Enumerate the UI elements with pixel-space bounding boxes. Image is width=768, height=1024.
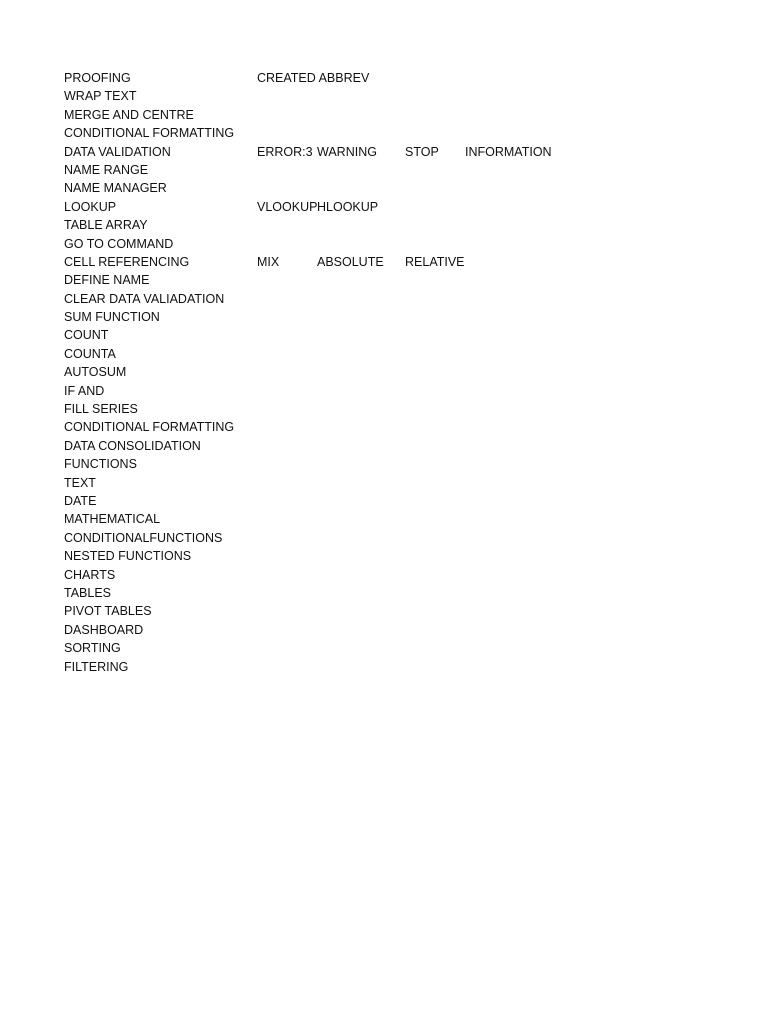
topic-cell: FUNCTIONS: [64, 457, 137, 472]
topic-cell: GO TO COMMAND: [64, 236, 174, 251]
table-row: [64, 418, 744, 436]
topic-cell: DATE: [64, 493, 97, 508]
topic-cell: TABLES: [64, 585, 112, 600]
detail-cell: WARNING: [317, 144, 377, 159]
topic-cell: COUNT: [64, 328, 109, 343]
table-row: [64, 326, 744, 344]
table-row: [64, 455, 744, 473]
topic-cell: DASHBOARD: [64, 622, 144, 637]
detail-cell: VLOOKUP: [257, 199, 318, 214]
topic-cell: MATHEMATICAL: [64, 512, 161, 527]
topic-cell: SORTING: [64, 641, 121, 656]
table-row: [64, 124, 744, 142]
topic-cell: CHARTS: [64, 567, 116, 582]
table-row: [64, 474, 744, 492]
table-row: [64, 492, 744, 510]
topic-cell: MERGE AND CENTRE: [64, 107, 194, 122]
detail-cell: MIX: [257, 254, 280, 269]
table-row: [64, 529, 744, 547]
table-row: [64, 290, 744, 308]
table-row: [64, 621, 744, 639]
table-row: [64, 584, 744, 602]
detail-cell: CREATED ABBREV: [257, 71, 370, 85]
topic-cell: AUTOSUM: [64, 365, 127, 380]
table-row: [64, 566, 744, 584]
table-row: [64, 87, 744, 105]
topic-cell: CONDITIONAL FORMATTING: [64, 420, 235, 435]
table-row: [64, 179, 744, 197]
topic-cell: PIVOT TABLES: [64, 604, 152, 619]
topic-cell: NESTED FUNCTIONS: [64, 549, 192, 564]
table-row: [64, 602, 744, 620]
table-row: [64, 271, 744, 289]
topic-cell: DATA CONSOLIDATION: [64, 438, 201, 453]
topic-list: [64, 69, 744, 676]
topic-cell: LOOKUP: [64, 199, 117, 214]
detail-cell: ERROR:3: [257, 144, 313, 159]
table-row: [64, 69, 744, 87]
topic-cell: TABLE ARRAY: [64, 218, 148, 233]
topic-cell: COUNTA: [64, 346, 116, 361]
table-row: [64, 639, 744, 657]
topic-cell: NAME RANGE: [64, 162, 149, 177]
table-row: [64, 308, 744, 326]
topic-cell: CELL REFERENCING: [64, 254, 190, 269]
topic-cell: CONDITIONAL FORMATTING: [64, 126, 235, 141]
topic-cell: FILTERING: [64, 659, 129, 674]
detail-cell: RELATIVE: [405, 254, 465, 269]
topic-cell: DATA VALIDATION: [64, 144, 171, 159]
topic-cell: PROOFING: [64, 71, 131, 85]
topic-cell: CLEAR DATA VALIADATION: [64, 291, 225, 306]
table-row: [64, 106, 744, 124]
topic-cell: IF AND: [64, 383, 105, 398]
table-row: [64, 143, 744, 161]
table-row: [64, 510, 744, 528]
topic-cell: CONDITIONALFUNCTIONS: [64, 530, 223, 545]
topic-cell: DEFINE NAME: [64, 273, 150, 288]
topic-cell: WRAP TEXT: [64, 89, 137, 104]
topic-cell: TEXT: [64, 475, 96, 490]
detail-cell: HLOOKUP: [317, 199, 379, 214]
detail-cell: STOP: [405, 144, 439, 159]
topic-cell: FILL SERIES: [64, 402, 138, 417]
table-row: [64, 216, 744, 234]
table-row: [64, 363, 744, 381]
table-row: [64, 437, 744, 455]
table-row: [64, 382, 744, 400]
spreadsheet-page: [64, 69, 744, 676]
table-row: [64, 253, 744, 271]
detail-cell: ABSOLUTE: [317, 254, 384, 269]
table-row: [64, 547, 744, 565]
topic-cell: NAME MANAGER: [64, 181, 167, 196]
detail-cell: INFORMATION: [465, 144, 552, 159]
topic-cell: SUM FUNCTION: [64, 310, 160, 325]
table-row: [64, 658, 744, 676]
table-row: [64, 161, 744, 179]
table-row: [64, 345, 744, 363]
table-row: [64, 400, 744, 418]
table-row: [64, 235, 744, 253]
table-row: [64, 198, 744, 216]
